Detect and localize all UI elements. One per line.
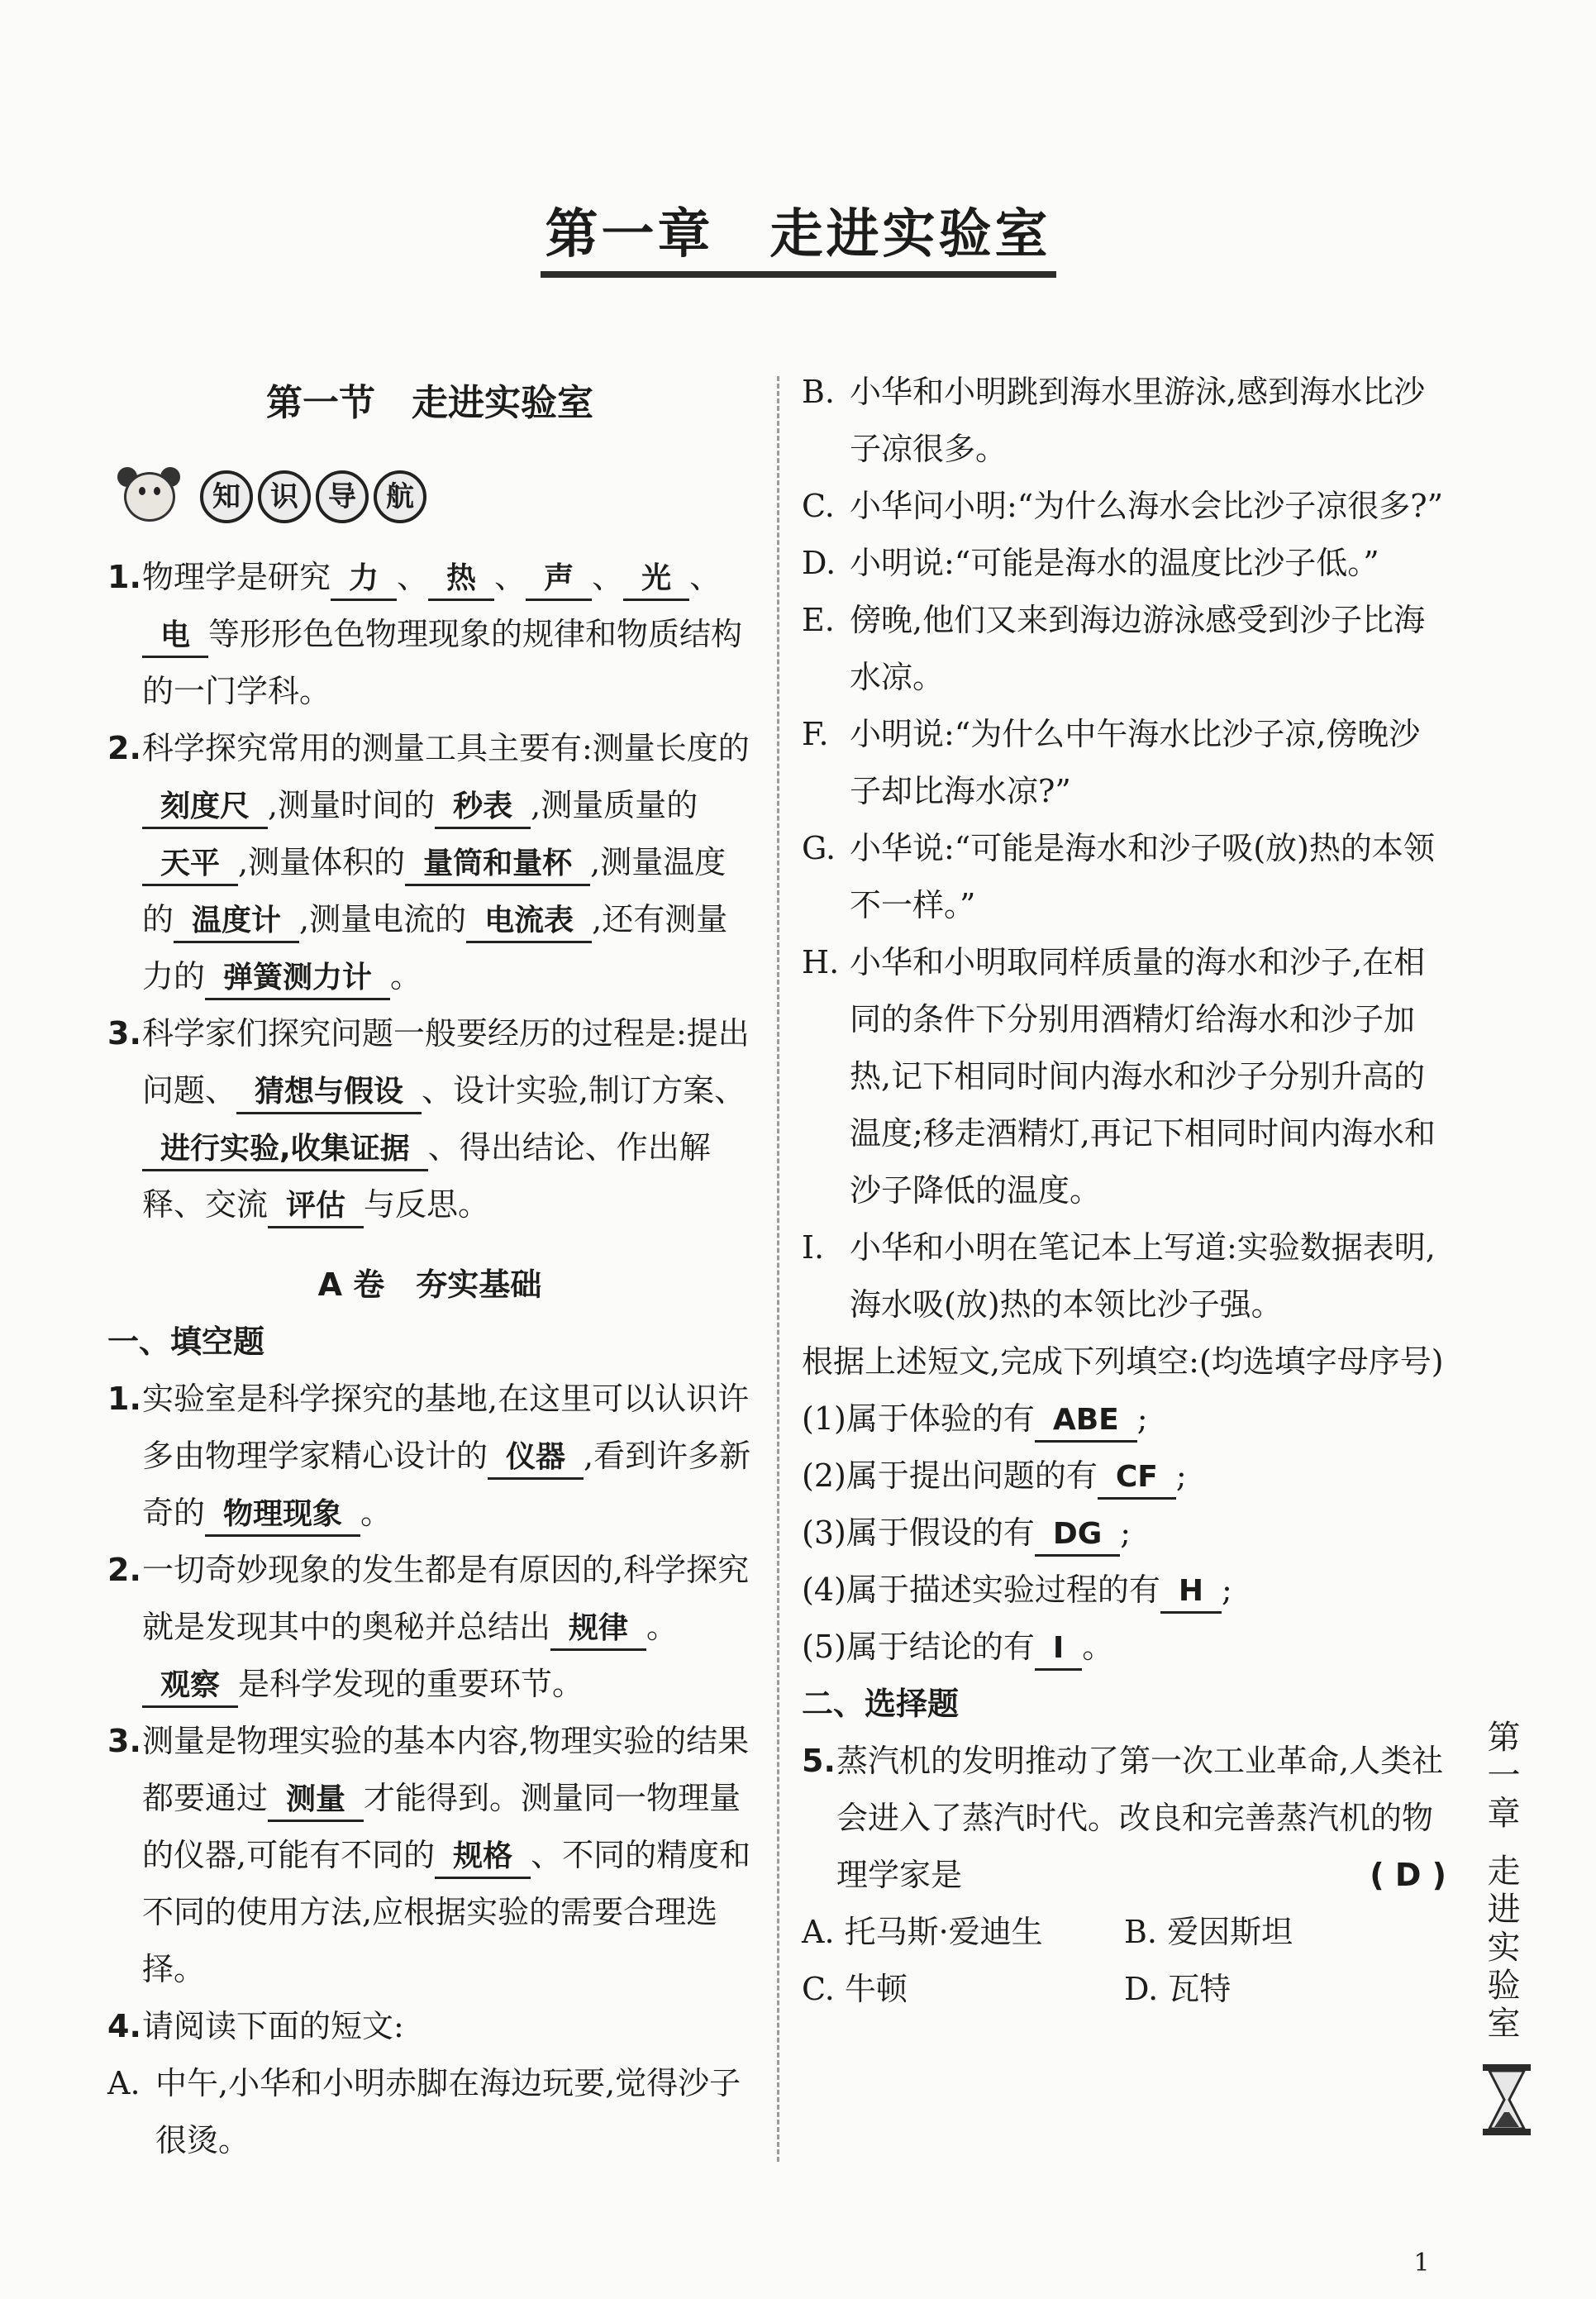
answer-line: [802, 1505, 1446, 1562]
section-title: 第一节 走进实验室: [266, 382, 593, 424]
answer-blank: H: [1160, 1572, 1222, 1614]
passage-option: [107, 2055, 752, 2169]
choice-option: C. 牛顿: [802, 1971, 908, 2007]
item-number: 2.: [107, 730, 141, 766]
answer-blank: 物理现象: [205, 1495, 360, 1537]
passage-option: [802, 592, 1446, 706]
choice-option: A. 托马斯·爱迪生: [802, 1914, 1043, 1950]
item-text: 是科学发现的重要环节。: [238, 1666, 584, 1702]
answer-line: [802, 1448, 1446, 1505]
instruction: 根据上述短文,完成下列填空:(均选填字母序号): [802, 1343, 1444, 1380]
item-text: 、: [397, 559, 429, 595]
option-text: 小华和小明跳到海水里游泳,感到海水比沙子凉很多。: [850, 374, 1426, 467]
nav-char: 知: [200, 470, 253, 523]
answer-label: (4)属于描述实验过程的有: [802, 1572, 1160, 1608]
choice-option: B. 爱因斯坦: [1124, 1914, 1293, 1950]
choice-option: D. 瓦特: [1124, 1971, 1232, 2007]
item-number: 1.: [107, 1381, 141, 1417]
side-tab-title: 走进实验室: [1482, 1853, 1520, 2044]
answer-blank: 电流表: [466, 901, 592, 943]
choice-heading: 二、选择题: [802, 1686, 960, 1722]
item-text: 、设计实验,制订方案、: [422, 1072, 746, 1109]
chapter-title: [0, 192, 1596, 278]
passage-option: [802, 934, 1446, 1219]
item-text: 物理学是研究: [142, 559, 331, 595]
option-text: 小明说:“可能是海水的温度比沙子低。”: [850, 545, 1379, 581]
item-text: 科学家们探究问题一般要经历的过程是:提出问题、: [142, 1015, 750, 1109]
answer-blank: 光: [623, 559, 689, 601]
option-text: 小华说:“可能是海水和沙子吸(放)热的本领不一样。”: [850, 830, 1435, 923]
item-text: 。: [360, 1495, 393, 1531]
option-letter: E.: [802, 602, 835, 638]
choice-options: [802, 1904, 1446, 1961]
answer-blank: I: [1035, 1629, 1082, 1671]
item-text: 与反思。: [364, 1186, 490, 1223]
volume-a-heading: A 卷 夯实基础: [317, 1266, 542, 1303]
item-number: 3.: [107, 1015, 141, 1052]
passage-option: [802, 1219, 1446, 1333]
passage-option: [802, 478, 1446, 535]
answer-label: (5)属于结论的有: [802, 1629, 1035, 1665]
nav-char: 航: [374, 470, 426, 523]
option-text: 傍晚,他们又来到海边游泳感受到沙子比海水凉。: [850, 602, 1426, 695]
answer-blank: 刻度尺: [142, 787, 268, 829]
answer-blank: 天平: [142, 844, 238, 886]
side-tab-chapter: 第一章: [1482, 1719, 1520, 1834]
fill-item-2: [107, 1542, 752, 1713]
answer-blank: 评估: [268, 1186, 364, 1228]
answer-blank: 规律: [550, 1609, 646, 1651]
option-text: 小华和小明取同样质量的海水和沙子,在相同的条件下分别用酒精灯给海水和沙子加热,记下相同时间内海水和沙子分别升高的温度;移走酒精灯,再记下相同时间内海水和沙子降低的温度。: [850, 944, 1436, 1209]
fill-item-3: [107, 1713, 752, 1998]
fill-item-1: [107, 1371, 752, 1542]
item-text: ,还有测量力的: [142, 901, 728, 994]
option-letter: A.: [107, 2065, 141, 2101]
answer-end: 。: [1082, 1629, 1114, 1665]
answer-blank: 弹簧测力计: [205, 958, 390, 1000]
question-text: 蒸汽机的发明推动了第一次工业革命,人类社会进入了蒸汽时代。改良和完善蒸汽机的物理学家是: [836, 1743, 1444, 1893]
knowledge-item-2: [107, 720, 752, 1005]
passage-option: [802, 535, 1446, 592]
item-number: 4.: [107, 2008, 141, 2044]
fill-item-4: [107, 1998, 752, 2055]
option-letter: D.: [802, 545, 836, 581]
item-text: 科学探究常用的测量工具主要有:测量长度的: [142, 730, 750, 766]
item-number: 1.: [107, 559, 141, 595]
item-number: 2.: [107, 1552, 141, 1588]
passage-option: [802, 706, 1446, 820]
item-number: 5.: [802, 1743, 836, 1779]
answer-label: (1)属于体验的有: [802, 1400, 1035, 1437]
right-column: [802, 364, 1446, 2018]
answer-end: ;: [1120, 1514, 1131, 1551]
option-text: 小华和小明在笔记本上写道:实验数据表明,海水吸(放)热的本领比沙子强。: [850, 1229, 1436, 1323]
answer-blank: 热: [428, 559, 494, 601]
side-chapter-tab: [1479, 1719, 1537, 2044]
option-letter: F.: [802, 716, 829, 752]
item-text: 、: [689, 559, 722, 595]
answer-blank: 温度计: [174, 901, 299, 943]
answer-blank: 进行实验,收集证据: [142, 1129, 428, 1171]
column-divider: [777, 376, 779, 2162]
answer-blank: 电: [142, 616, 208, 658]
option-text: 中午,小华和小明赤脚在海边玩要,觉得沙子很烫。: [155, 2065, 741, 2158]
item-text: 、不同的精度和不同的使用方法,应根据实验的需要合理选择。: [142, 1837, 751, 1987]
knowledge-nav-banner: [107, 451, 752, 542]
option-text: 小明说:“为什么中午海水比沙子凉,傍晚沙子却比海水凉?”: [850, 716, 1421, 809]
item-text: ,测量时间的: [268, 787, 436, 823]
item-text: 、: [592, 559, 624, 595]
answer-blank: DG: [1035, 1514, 1120, 1557]
item-text: 测量是物理实验的基本内容,物理实验的结果都要通过: [142, 1723, 750, 1816]
item-text: ,测量质量的: [531, 787, 698, 823]
mascot-icon: [107, 467, 190, 527]
answer-blank: 力: [331, 559, 397, 601]
item-text: 。: [646, 1609, 679, 1645]
answer-blank: CF: [1098, 1457, 1176, 1500]
answer-blank: 测量: [268, 1780, 364, 1822]
left-column: [107, 370, 752, 2169]
answer-blank: 猜想与假设: [236, 1072, 422, 1114]
item-text: 一切奇妙现象的发生都是有原因的,科学探究就是发现其中的奥秘并总结出: [142, 1552, 750, 1645]
chapter-title-text: 第一章 走进实验室: [541, 192, 1056, 278]
nav-char: 识: [258, 470, 311, 523]
item-text: 请阅读下面的短文:: [142, 2008, 404, 2044]
answer-blank: 声: [526, 559, 592, 601]
item-text: 才能得到。测量同一物理量的仪器,可能有不同的: [142, 1780, 741, 1873]
answer-blank: 仪器: [488, 1438, 584, 1480]
option-letter: B.: [802, 374, 836, 410]
choice-question-5: [802, 1733, 1446, 1904]
answer-end: ;: [1221, 1572, 1232, 1608]
knowledge-item-1: [107, 549, 752, 720]
option-letter: G.: [802, 830, 836, 866]
option-letter: H.: [802, 944, 840, 980]
nav-char: 导: [316, 470, 369, 523]
hourglass-icon: [1479, 2063, 1534, 2137]
item-text: ,测量电流的: [299, 901, 467, 937]
answer-line: [802, 1390, 1446, 1448]
passage-option: [802, 364, 1446, 478]
item-text: 。: [390, 958, 422, 994]
answer-blank: 量筒和量杯: [405, 844, 590, 886]
passage-option: [802, 820, 1446, 934]
knowledge-item-3: [107, 1005, 752, 1233]
item-text: ,测量温度的: [142, 844, 727, 937]
answer-label: (2)属于提出问题的有: [802, 1457, 1098, 1494]
answer-line: [802, 1562, 1446, 1619]
answer-label: (3)属于假设的有: [802, 1514, 1035, 1551]
answer-blank: ABE: [1035, 1400, 1137, 1443]
item-text: 等形形色色物理现象的规律和物质结构的一门学科。: [142, 616, 743, 709]
answer-end: ;: [1136, 1400, 1148, 1437]
option-text: 小华问小明:“为什么海水会比沙子凉很多?”: [850, 488, 1444, 524]
answer-end: ;: [1175, 1457, 1187, 1494]
item-text: 、得出结论、作出解释、交流: [142, 1129, 711, 1223]
item-text: 、: [494, 559, 526, 595]
answer-blank: 秒表: [435, 787, 531, 829]
answer-blank: 观察: [142, 1666, 238, 1708]
item-text: 实验室是科学探究的基地,在这里可以认识许多由物理学家精心设计的: [142, 1381, 750, 1474]
item-number: 3.: [107, 1723, 141, 1759]
answer-blank: 规格: [435, 1837, 531, 1879]
option-letter: C.: [802, 488, 835, 524]
item-text: ,测量体积的: [238, 844, 406, 880]
page-number: 1: [1413, 2249, 1430, 2278]
answer-parenthesis: ( D ): [1370, 1857, 1446, 1893]
item-text: ,看到许多新奇的: [142, 1438, 751, 1531]
choice-options: [802, 1961, 1446, 2018]
fill-heading: 一、填空题: [107, 1324, 265, 1360]
answer-line: [802, 1619, 1446, 1676]
option-letter: I.: [802, 1229, 825, 1266]
